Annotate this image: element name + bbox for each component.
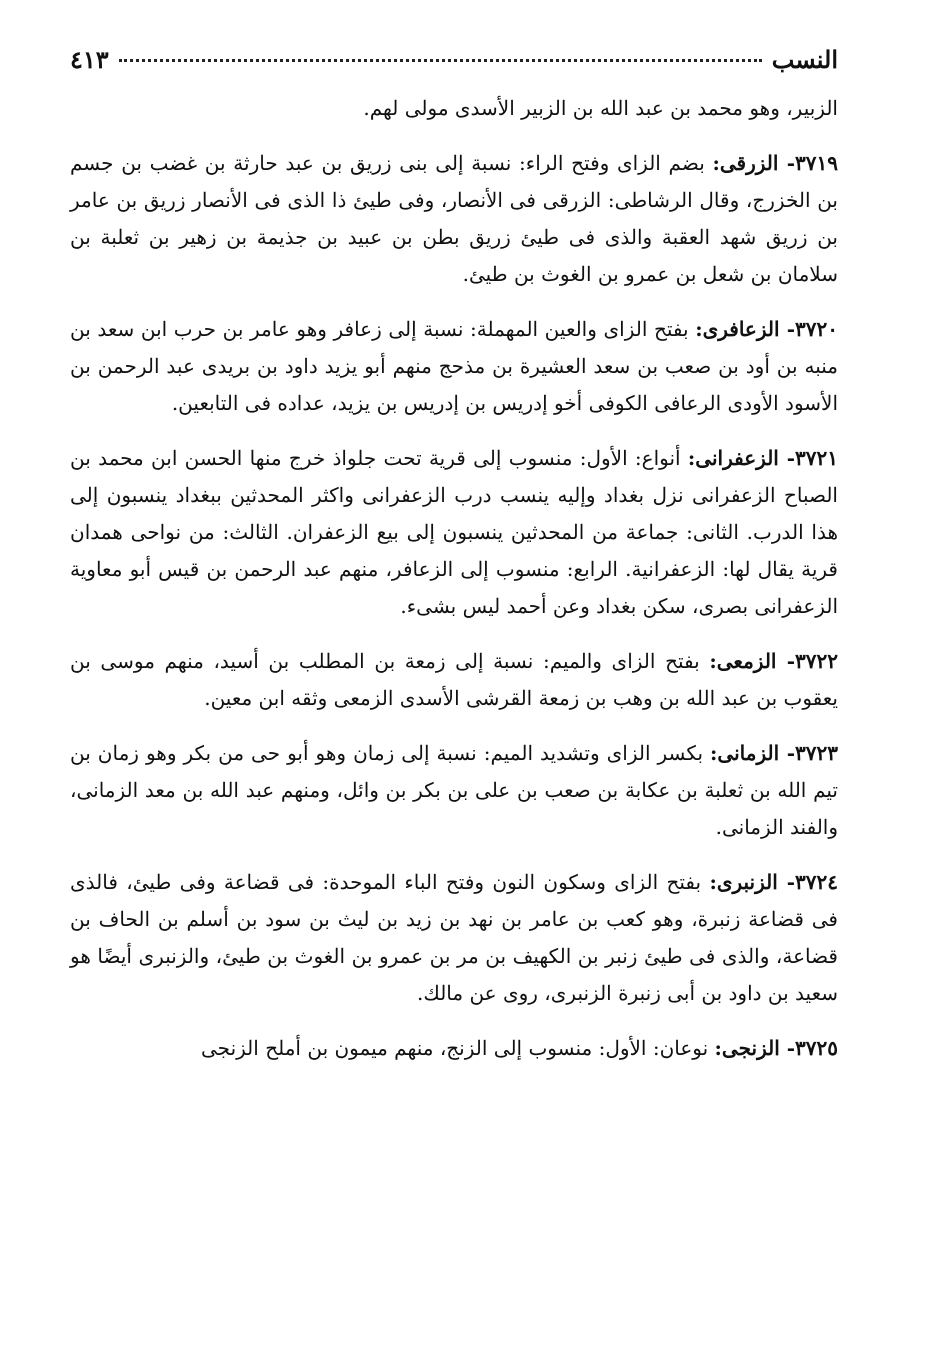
entry-text: أنواع: الأول: منسوب إلى قرية تحت جلواذ خرج منها الحسن ابن محمد بن الصباح الزعفرانى نزل بغداد وإليه ينسب درب الزعفرانى واكثر المحدثين ببغداد ينسبون إلى هذا الدرب. الثانى: جماعة من المحدثين ينسبون إلى بيع الزعفران. الثالث: من نواحى همدان قرية يقال لها: الزعفرانية. الرابع: منسوب إلى الزعافر، منهم عبد الرحمن بن قيس أبو معاوية الزعفرانى بصرى، سكن بغداد وعن أحمد ليس بشىء. [70, 446, 838, 618]
entry-text: بكسر الزاى وتشديد الميم: نسبة إلى زمان وهو أبو حى من بكر وهو زمان بن تيم الله بن ثعلبة بن عكابة بن صعب بن على بن بكر بن وائل، ومنهم عبد الله بن معد الزمانى، والفند الزمانى. [70, 741, 838, 839]
entry-headword: ٣٧٢٣- الزمانى: [710, 741, 838, 765]
entry-3721 [70, 440, 838, 625]
entry-3719 [70, 145, 838, 293]
entry-headword: ٣٧٢٥- الزنجى: [714, 1036, 838, 1060]
dot-leader [119, 59, 762, 62]
entry-text: بفتح الزاى والميم: نسبة إلى زمعة بن المطلب بن أسيد، منهم موسى بن يعقوب بن عبد الله بن وهب بن زمعة القرشى الأسدى الزمعى وثقه ابن معين. [70, 649, 838, 710]
entry-text: بفتح الزاى وسكون النون وفتح الباء الموحدة: فى قضاعة وفى طيئ، فالذى فى قضاعة زنبرة، وهو كعب بن عامر بن نهد بن زيد بن ليث بن سود بن أسلم بن الحاف بن قضاعة، والذى فى طيئ زنبر بن الكهيف بن مر بن عمرو بن الغوث بن طيئ، والزنبرى أيضًا هو سعيد بن داود بن أبى زنبرة الزنبرى، روى عن مالك. [70, 870, 838, 1005]
entry-3725 [70, 1030, 838, 1067]
entry-text: نوعان: الأول: منسوب إلى الزنج، منهم ميمون بن أملح الزنجى [201, 1036, 709, 1060]
page-number: ٤١٣ [70, 45, 109, 74]
entry-3723 [70, 735, 838, 846]
entry-text: بفتح الزاى والعين المهملة: نسبة إلى زعافر وهو عامر بن حرب ابن سعد بن منبه بن أود بن صعب بن سعد العشيرة بن مذحج منهم أبو يزيد داود بن بريدى عبد الرحمن بن الأسود الأودى الرعافى الكوفى أخو إدريس بن إدريس بن يزيد، عداده فى التابعين. [70, 317, 838, 415]
running-head [70, 36, 838, 84]
entry-headword: ٣٧٢١- الزعفرانى: [687, 446, 838, 470]
entry-headword: ٣٧٢٤- الزنبرى: [709, 870, 839, 894]
entry-3722 [70, 643, 838, 717]
entry-3724 [70, 864, 838, 1012]
entry-headword: ٣٧١٩- الزرقى: [712, 151, 838, 175]
continuation-paragraph [70, 90, 838, 127]
entry-headword: ٣٧٢٢- الزمعى: [709, 649, 838, 673]
page-body [70, 36, 838, 1085]
entry-text: الزبير، وهو محمد بن عبد الله بن الزبير الأسدى مولى لهم. [363, 96, 838, 120]
entry-headword: ٣٧٢٠- الزعافرى: [695, 317, 839, 341]
entry-text: بضم الزاى وفتح الراء: نسبة إلى بنى زريق بن عبد حارثة بن غضب بن جسم بن الخزرج، وقال الرشاطى: الزرقى فى الأنصار، وفى طيئ ذا الذى فى الأنصار زريق بن عامر بن زريق شهد العقبة والذى فى طيئ زريق بطن بن عبيد بن جذيمة بن زهير بن ثعلبة بن سلامان بن شعل بن عمرو بن الغوث بن طيئ. [70, 151, 839, 286]
entry-3720 [70, 311, 838, 422]
running-title: النسب [771, 45, 838, 74]
